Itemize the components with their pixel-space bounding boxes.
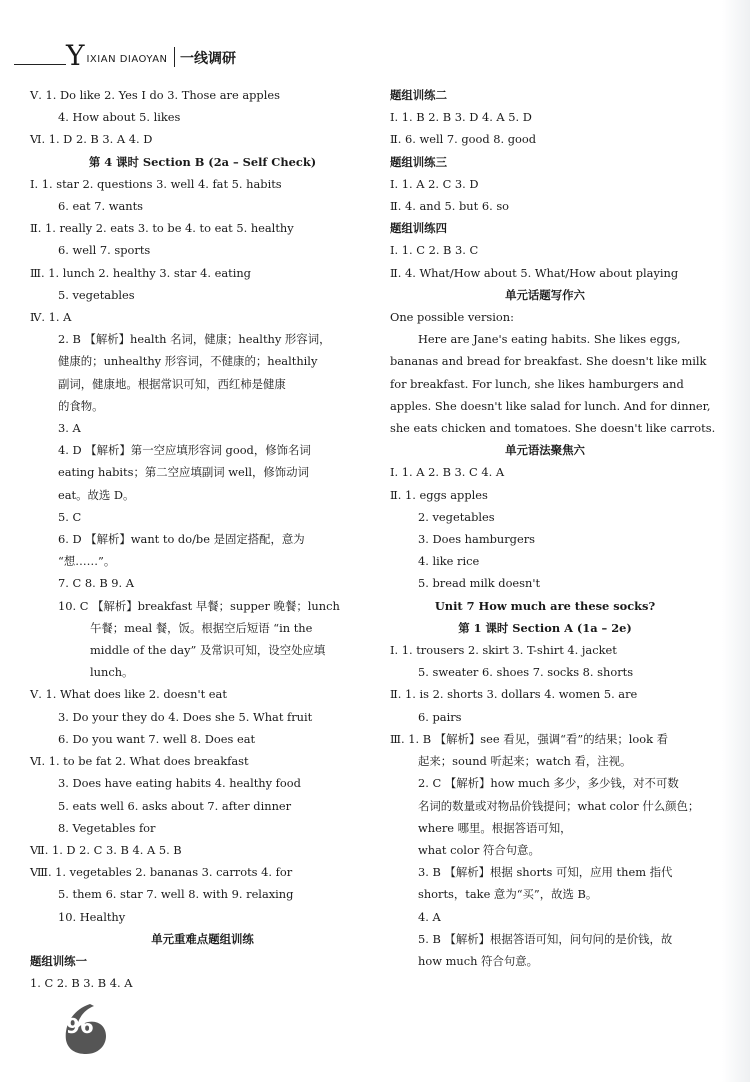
- answer-line: 5. vegetables: [58, 287, 135, 302]
- answer-line: 7. C 8. B 9. A: [58, 576, 135, 591]
- answer-line: 2. C 【解析】how much 多少，多少钱，对不可数: [418, 776, 679, 791]
- brand-divider: [174, 47, 176, 67]
- page-binding-shadow: [722, 0, 750, 1082]
- answer-line: Here are Jane's eating habits. She likes eggs,: [418, 332, 681, 347]
- answer-line: what color 符合句意。: [418, 842, 540, 857]
- right-column: [390, 84, 716, 972]
- answer-line: 3. B 【解析】根据 shorts 可知，应用 them 指代: [418, 865, 673, 880]
- answer-line: 4. A: [418, 909, 441, 924]
- section-heading: 单元重难点题组训练: [151, 931, 254, 946]
- answer-line: eat。故选 D。: [58, 487, 135, 502]
- answer-line: 5. B 【解析】根据答语可知，问句问的是价钱，故: [418, 931, 673, 946]
- answer-line: eating habits；第二空应填副词 well，修饰动词: [58, 465, 309, 480]
- answer-line: 名词的数量或对物品价钱提问；what color 什么颜色；where 哪里。根据答语可知，: [418, 798, 700, 835]
- answer-line: 4. How about 5. likes: [58, 110, 181, 125]
- answer-line: Ⅱ. 4. and 5. but 6. so: [390, 199, 510, 214]
- answer-line: 3. A: [58, 421, 81, 436]
- answer-line: 健康的；unhealthy 形容词，不健康的；healthily: [58, 354, 318, 369]
- answer-line: 3. Does hamburgers: [418, 532, 536, 547]
- answer-line: Ⅶ. 1. D 2. C 3. B 4. A 5. B: [30, 842, 182, 857]
- answer-line: Ⅱ. 1. really 2. eats 3. to be 4. to eat 5. healthy: [30, 221, 294, 236]
- answer-line: 午餐；meal 餐，饭。根据空后短语 “in the: [90, 620, 313, 635]
- answer-line: Ⅴ. 1. Do like 2. Yes I do 3. Those are apples: [30, 88, 280, 102]
- answer-line: Ⅰ. 1. B 2. B 3. D 4. A 5. D: [390, 110, 532, 125]
- answer-line: Ⅲ. 1. B 【解析】see 看见，强调“看”的结果；look 看: [390, 731, 669, 746]
- answer-line: how much 符合句意。: [418, 953, 538, 968]
- answer-line: 2. B 【解析】health 名词，健康；healthy 形容词，: [58, 332, 331, 347]
- answer-line: bananas and bread for breakfast. She doesn't like milk: [390, 354, 707, 369]
- answer-line: Ⅰ. 1. star 2. questions 3. well 4. fat 5. habits: [30, 176, 282, 191]
- page-number: 96: [66, 1014, 94, 1038]
- section-heading: 题组训练二: [390, 88, 447, 102]
- answer-line: Ⅰ. 1. A 2. B 3. C 4. A: [390, 465, 505, 480]
- answer-line: 6. pairs: [418, 709, 462, 724]
- answer-line: 1. C 2. B 3. B 4. A: [30, 976, 133, 991]
- answer-line: 的食物。: [58, 398, 104, 413]
- section-heading: 题组训练一: [30, 953, 87, 968]
- answer-line: Ⅳ. 1. A: [30, 310, 72, 325]
- answer-line: 5. C: [58, 509, 82, 524]
- answer-line: Ⅱ. 4. What/How about 5. What/How about playing: [390, 265, 679, 280]
- answer-line: One possible version:: [390, 310, 514, 325]
- answer-line: apples. She doesn't like salad for lunch. And for dinner,: [390, 398, 711, 413]
- answer-line: lunch。: [90, 665, 134, 680]
- answer-line: 3. Do your they do 4. Does she 5. What fruit: [58, 709, 313, 724]
- brand-pinyin: IXIAN DIAOYAN: [86, 54, 168, 65]
- section-heading: 单元语法聚焦六: [505, 443, 585, 458]
- answer-line: Ⅱ. 1. eggs apples: [390, 487, 488, 502]
- answer-line: Ⅷ. 1. vegetables 2. bananas 3. carrots 4. for: [30, 865, 293, 880]
- brand-title: 一线调研: [180, 51, 237, 67]
- answer-line: Ⅵ. 1. D 2. B 3. A 4. D: [30, 132, 153, 147]
- answer-line: 6. Do you want 7. well 8. Does eat: [58, 731, 256, 746]
- answer-line: Ⅰ. 1. A 2. C 3. D: [390, 176, 479, 191]
- answer-line: 4. D 【解析】第一空应填形容词 good，修饰名词: [58, 443, 311, 458]
- answer-line: 6. well 7. sports: [58, 243, 151, 258]
- answer-line: 5. them 6. star 7. well 8. with 9. relaxing: [58, 887, 294, 902]
- answer-line: Ⅴ. 1. What does like 2. doesn't eat: [30, 687, 227, 702]
- answer-line: 5. sweater 6. shoes 7. socks 8. shorts: [418, 665, 634, 680]
- brand-initial: Y: [66, 39, 85, 72]
- section-heading: 题组训练三: [390, 154, 447, 169]
- answer-line: 起来；sound 听起来；watch 看，注视。: [418, 754, 632, 769]
- answer-line: Ⅰ. 1. trousers 2. skirt 3. T-shirt 4. jacket: [390, 643, 617, 658]
- answer-line: Ⅲ. 1. lunch 2. healthy 3. star 4. eating: [30, 265, 251, 280]
- section-heading: 题组训练四: [390, 221, 447, 236]
- section-heading: 第 1 课时 Section A (1a – 2e): [458, 620, 632, 635]
- answer-line: Ⅱ. 6. well 7. good 8. good: [390, 132, 537, 147]
- header-rule: [14, 64, 66, 65]
- answer-line: she eats chicken and tomatoes. She doesn't like carrots.: [390, 421, 716, 436]
- answer-line: shorts，take 意为“买”，故选 B。: [418, 887, 598, 902]
- answer-line: 副词，健康地。根据常识可知，西红柿是健康: [58, 376, 286, 391]
- answer-line: 3. Does have eating habits 4. healthy food: [58, 776, 301, 791]
- header-brand: [66, 40, 236, 70]
- answer-line: 2. vegetables: [418, 509, 495, 524]
- section-heading: 单元话题写作六: [505, 287, 585, 302]
- answer-line: 6. eat 7. wants: [58, 199, 144, 214]
- answer-line: for breakfast. For lunch, she likes hamburgers and: [390, 376, 684, 391]
- answer-line: “想……”。: [58, 554, 116, 569]
- answer-line: Ⅱ. 1. is 2. shorts 3. dollars 4. women 5. are: [390, 687, 638, 702]
- answer-line: 10. C 【解析】breakfast 早餐；supper 晚餐；lunch: [58, 598, 340, 613]
- answer-line: 6. D 【解析】want to do/be 是固定搭配，意为: [58, 532, 305, 547]
- answer-line: middle of the day” 及常识可知，设空处应填: [90, 643, 326, 658]
- answer-line: 8. Vegetables for: [58, 820, 156, 835]
- left-column: [30, 84, 375, 994]
- answer-line: Ⅰ. 1. C 2. B 3. C: [390, 243, 479, 258]
- answer-line: 5. bread milk doesn't: [418, 576, 541, 591]
- section-heading: 第 4 课时 Section B (2a – Self Check): [88, 154, 317, 169]
- answer-line: 10. Healthy: [58, 909, 126, 924]
- page-number-badge: [60, 1000, 116, 1056]
- answer-line: 5. eats well 6. asks about 7. after dinner: [58, 798, 292, 813]
- answer-line: Ⅵ. 1. to be fat 2. What does breakfast: [30, 754, 249, 769]
- answer-line: 4. like rice: [418, 554, 480, 569]
- section-heading: Unit 7 How much are these socks?: [434, 598, 656, 613]
